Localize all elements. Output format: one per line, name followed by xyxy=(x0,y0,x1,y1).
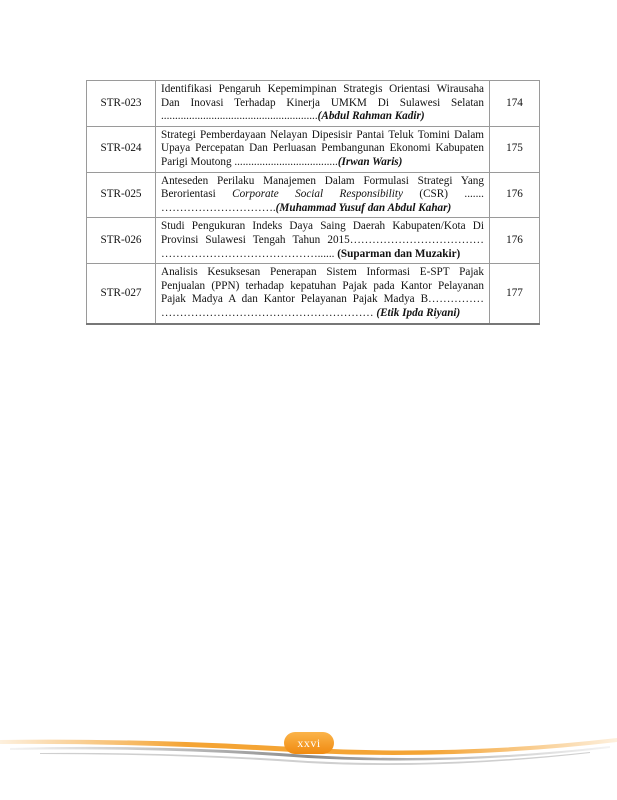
entry-author: (Abdul Rahman Kadir) xyxy=(317,110,425,123)
table-of-contents xyxy=(86,80,540,325)
entry-title-text: Strategi Pemberdayaan Nelayan Dipesisir Pantai Teluk Tomini Dalam Upaya Percepatan Dan Perluasan Pembangunan Ekonomi Kabupaten Parigi Moutong ..................................... xyxy=(161,128,484,168)
entry-title-text-after: (CSR) ....... …………………………. xyxy=(161,188,484,214)
page-number-badge: xxvi xyxy=(284,732,334,754)
table-row xyxy=(87,126,540,172)
entry-title xyxy=(156,218,490,264)
entry-title-text: Anteseden Perilaku Manajemen Dalam Formulasi Strategi Yang Berorientasi xyxy=(161,174,484,201)
table-row xyxy=(87,264,540,324)
entry-code: STR-024 xyxy=(87,126,156,172)
entry-title-text: Identifikasi Pengaruh Kepemimpinan Strategis Orientasi Wirausaha Dan Inovasi Terhadap Kinerja UMKM Di Sulawesi Selatan ........................................................ xyxy=(161,83,484,123)
entry-code: STR-025 xyxy=(87,172,156,218)
entry-page: 175 xyxy=(490,126,540,172)
entry-title xyxy=(156,81,490,127)
table-row xyxy=(87,218,540,264)
entry-title xyxy=(156,264,490,324)
entry-author: (Muhammad Yusuf dan Abdul Kahar) xyxy=(275,201,452,214)
entry-code: STR-026 xyxy=(87,218,156,264)
table-row xyxy=(87,81,540,127)
entry-code: STR-023 xyxy=(87,81,156,127)
entry-page: 174 xyxy=(490,81,540,127)
entry-author: (Etik Ipda Riyani) xyxy=(376,306,461,319)
entry-title xyxy=(156,172,490,218)
entry-title-text: Analisis Kesuksesan Penerapan Sistem Informasi E-SPT Pajak Penjualan (PPN) terhadap kepatuhan Pajak pada Kantor Pelayanan Pajak Madya A dan Kantor Pelayanan Pajak Madya B…………… ………………………………………………… xyxy=(161,266,484,319)
entry-title-text: Studi Pengukuran Indeks Daya Saing Daerah Kabupaten/Kota Di Provinsi Sulawesi Tengah Tahun 2015……………………………… ……………………………………...... xyxy=(161,220,484,260)
entry-author: (Irwan Waris) xyxy=(337,155,403,168)
table-row xyxy=(87,172,540,218)
entry-author: (Suparman dan Muzakir) xyxy=(337,247,461,260)
entry-code: STR-027 xyxy=(87,264,156,324)
entry-title-italic: Corporate Social Responsibility xyxy=(232,188,403,201)
entry-title xyxy=(156,126,490,172)
entry-page: 176 xyxy=(490,218,540,264)
entry-page: 176 xyxy=(490,172,540,218)
entry-page: 177 xyxy=(490,264,540,324)
